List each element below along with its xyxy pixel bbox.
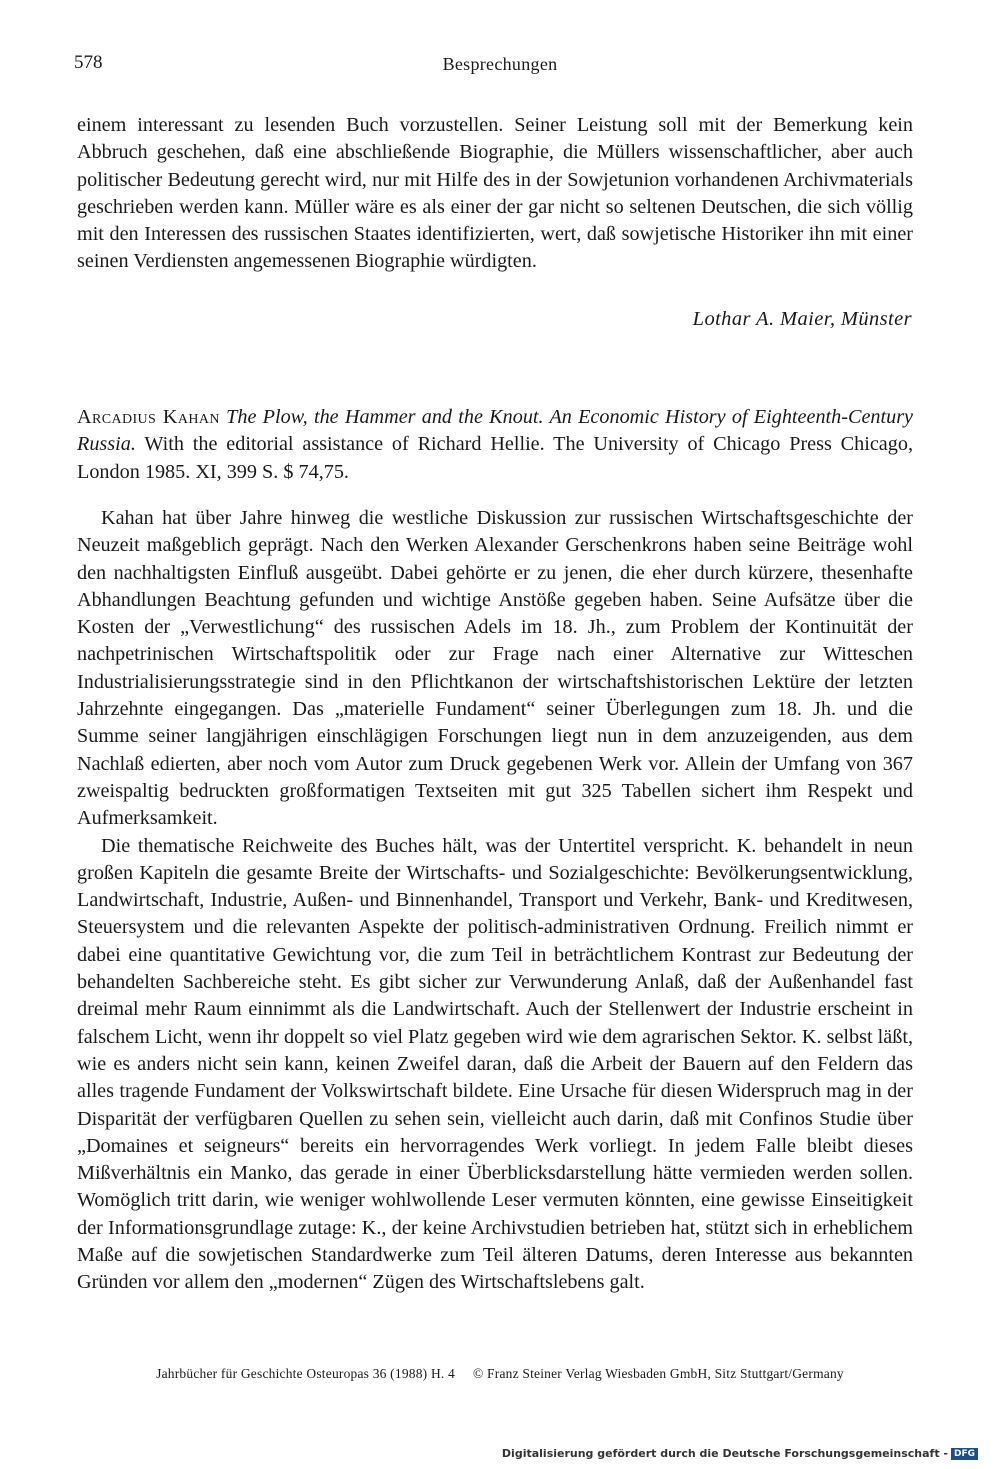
review-paragraph: Die thematische Reichweite des Buches hält, was der Untertitel verspricht. K. behandelt in neun großen Kapiteln die gesamte Breite der Wirtschafts- und Sozialgeschichte: Bevölkerungsentwicklung, Landwirtschaft, Industrie, Außen- und Binnenhandel, Transport und Verkehr, Bank- und Kreditwesen, Steuersystem und die relevanten Aspekte der politisch-administrativen Ordnung. Freilich nimmt er dabei eine quantitative Gewichtung vor, die zum Teil in beträchtlichem Kontrast zur Bedeutung der behandelten Sachbereiche steht. Es gibt sicher zur Verwunderung Anlaß, daß der Außenhandel fast dreimal mehr Raum einnimmt als die Landwirtschaft. Auch der Stellenwert der Industrie erscheint in falschem Licht, wenn ihr doppelt so viel Platz gegeben wird wie dem agrarischen Sektor. K. selbst läßt, wie es anders nicht sein kann, keinen Zweifel daran, daß die Arbeit der Bauern auf den Feldern das alles tragende Fundament der Volkswirtschaft bildete. Eine Ursache für diesen Widerspruch mag in der Disparität der verfügbaren Quellen zu sehen sein, vielleicht auch darin, daß mit Confinos Studie über „Domaines et seigneurs“ bereits ein hervorragendes Werk vorliegt. In jedem Falle bleibt dieses Mißverhältnis ein Manko, das gerade in einer Überblicksdarstellung hätte vermieden werden sollen. Womöglich tritt darin, wie weniger wohlwollende Leser vermuten könnten, eine gewisse Einseitigkeit der Informationsgrundlage zutage: K., der keine Archivstudien betrieben hat, stützt sich in erheblichem Maße auf die sowjetischen Standardwerke zum Teil älteren Datums, deren Interesse aus bekannten Gründen vor allem den „modernen“ Zügen des Wirtschaftslebens galt. (77, 834, 913, 1294)
running-head: Besprechungen (442, 54, 558, 74)
page-footer (0, 1366, 1000, 1382)
reviewer-signature: Lothar A. Maier, Münster (692, 308, 912, 330)
page-number: 578 (74, 52, 103, 73)
dfg-credit-text: Digitalisierung gefördert durch die Deutsche Forschungsgemeinschaft - (501, 1447, 948, 1460)
journal-citation: Jahrbücher für Geschichte Osteuropas 36 (1988) H. 4 (156, 1366, 456, 1381)
review-paragraph: Kahan hat über Jahre hinweg die westliche Diskussion zur russischen Wirtschaftsgeschichte der Neuzeit maßgeblich geprägt. Nach den Werken Alexander Gerschenkrons haben seine Beiträge wohl den nachhaltigsten Einfluß ausgeübt. Dabei gehörte er zu jenen, die eher durch kürzere, thesenhafte Abhandlungen Beachtung gefunden und wichtige Anstöße gegeben haben. Seine Aufsätze über die Kosten der „Verwestlichung“ des russischen Adels im 18. Jh., zum Problem der Kontinuität der nachpetrinischen Wirtschaftspolitik oder zur Frage nach einer Alternative zur Witteschen Industrialisierungsstrategie sind in den Pflichtkanon der wirtschaftshistorischen Lektüre der letzten Jahrzehnte eingegangen. Das „materielle Fundament“ seiner Überlegungen zum 18. Jh. und die Summe seiner langjährigen einschlägigen Forschungen liegt nun in dem anzuzeigenden, aus dem Nachlaß edierten, aber noch vom Autor zum Druck gegebenen Werk vor. Allein der Umfang von 367 zweispaltig bedruckten großformatigen Textseiten mit gut 325 Tabellen sichert ihm Respekt und Aufmerksamkeit. (77, 507, 913, 830)
dfg-logo-icon: DFG (951, 1448, 978, 1460)
book-details: With the editorial assistance of Richard Hellie. The University of Chicago Press Chicago, London 1985. XI, 399 S. $ 74,75. (77, 433, 913, 483)
previous-review-text (77, 112, 913, 276)
digitization-credit (502, 1447, 978, 1460)
bibliographic-entry (77, 404, 913, 486)
review-body (77, 505, 913, 1297)
book-title: The Plow, the Hammer and the Knout. An Economic History of Eighteenth-Century Russia. (77, 406, 914, 456)
copyright-notice: © Franz Steiner Verlag Wiesbaden GmbH, Sitz Stuttgart/Germany (473, 1366, 844, 1381)
book-author: Arcadius Kahan (77, 406, 220, 428)
previous-review-paragraph: einem interessant zu lesenden Buch vorzustellen. Seiner Leistung soll mit der Bemerkung kein Abbruch geschehen, daß eine abschließende Biographie, die Müllers wissenschaftlicher, aber auch politischer Bedeutung gerecht wird, nur mit Hilfe des in der Sowjetunion vorhandenen Archivmaterials geschrieben werden kann. Müller wäre es als einer der gar nicht so seltenen Deutschen, die sich völlig mit den Interessen des russischen Staates identifizierten, wert, daß sowjetische Historiker ihn mit einer seinen Verdiensten angemessenen Biographie würdigten. (77, 114, 913, 273)
